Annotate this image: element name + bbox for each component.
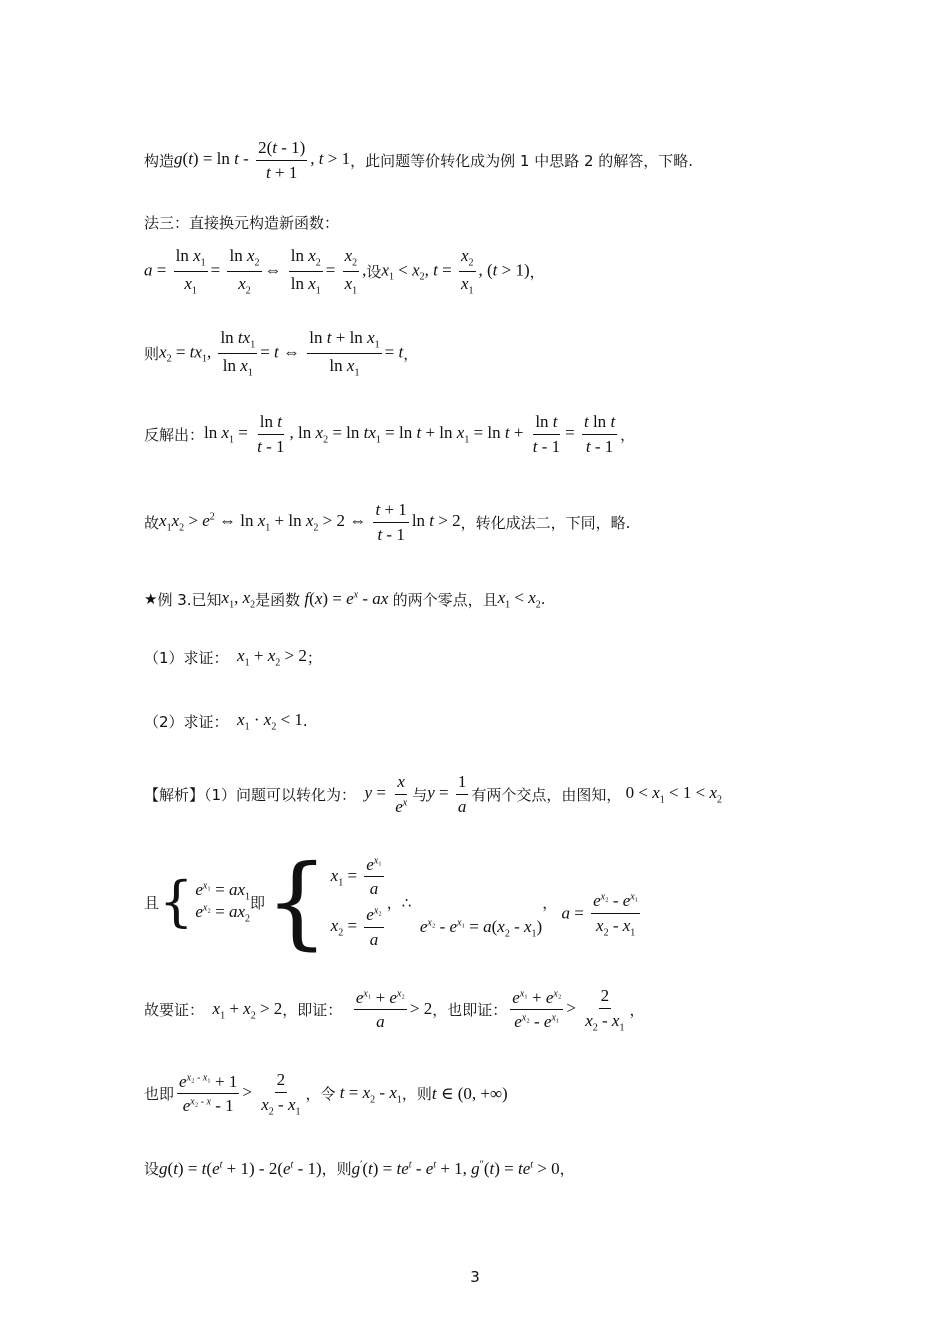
formula-t-def: $x_1 < x_2$, t = $\frac{x_2}{x_1}$ , (t > 1) — [381, 246, 530, 297]
text-and-2: 且 — [144, 893, 160, 912]
system-1: $e^{x_1} = ax_1$ $e^{x_2} = ax_2$ — [195, 879, 251, 925]
text-prove-2: （2）求证： — [144, 712, 229, 731]
punct: ， — [403, 344, 419, 363]
text-then: 则 — [144, 344, 160, 363]
formula-t-eq: $t = x_2 - x_1$ — [339, 1082, 402, 1105]
line-then — [144, 328, 418, 379]
formula-exp-sum-a: $\frac{e^{x_1} + e^{x_2}}{a}$ > 2 — [355, 987, 433, 1032]
solution-line-2 — [144, 843, 643, 960]
method-3-label: 法三：直接换元构造新函数： — [144, 214, 340, 232]
formula-y-1-a: y = $\frac{1}{a}$ — [427, 772, 467, 816]
formula-f-x: $f(x) = e^x$ - ax — [304, 589, 389, 609]
formula-exp-diff-ratio: $\frac{e^{x_2 - x_1} + 1}{e^{x_2 - x} - 1}$ > $\frac{2}{x_2 - x_1}$ — [179, 1070, 301, 1117]
text-reduce: ，转化成法二，下同，略. — [460, 513, 631, 532]
line-therefore — [144, 500, 630, 544]
text-let-3: 设 — [144, 1160, 160, 1178]
text-two-intersections: 有两个交点，由图知， — [471, 785, 622, 804]
formula-sum-gt-2-b: $x_1 + x_2 > 2$ — [212, 998, 283, 1021]
formula-x1-lt-x2: $x_1 < x_2$ — [497, 588, 541, 611]
text-then-3: ，则 — [321, 1160, 352, 1178]
formula-x1-x2: $x_1$, $x_2$ — [221, 588, 256, 611]
star-icon: ★ — [144, 590, 158, 609]
punct: ， — [559, 1160, 575, 1178]
text-analysis: 【解析】（1）问题可以转化为： — [144, 785, 357, 804]
heading-method-3 — [144, 212, 339, 233]
formula-diff: $e^{x_2} - e^{x_1} = a(x_2 - x_1)$ — [419, 916, 543, 940]
punct: ， — [620, 425, 636, 444]
text-prove-1: （1）求证： — [144, 648, 229, 667]
formula-ln-x1: $\ln x_1$ = $\frac{\text{ln t}}{t - 1}$ , $\ln x_2 = \ln tx_1 = \ln t + \ln x_1 = \ln t$ + $\frac{\text{ln t}}{t - 1}$ = $\frac{\text{t ln t}}{t - 1}$ — [204, 412, 616, 456]
text-i-e-prove: ，即证： — [282, 1001, 343, 1020]
formula-g-t: g(t) = ln t - $\frac{2(t - 1)}{t + 1}$ , t > 1 — [174, 138, 351, 182]
formula-t-range: t ∈ (0, +∞) — [431, 1083, 508, 1103]
formula-a-ratio: a = $\frac{\ln x_1}{x_1}$ = $\frac{\ln x_2}{x_2}$ ⇔ $\frac{\ln x_2}{\ln x_1}$ = $\frac{x_2}{x_1}$ , — [144, 246, 367, 297]
brace-icon: { — [265, 843, 329, 960]
text-also: 也即 — [144, 1085, 175, 1104]
text-therefore: 故 — [144, 513, 160, 532]
line-construct-g — [144, 138, 693, 182]
system-2: $x_1$ = $\frac{e^{x_1}}{a}$ $x_2$ = $\frac{e^{x_2}}{a}$ — [330, 854, 382, 949]
text-construct-rest: ，此问题等价转化成为例 1 中思路 2 的解答，下略. — [350, 151, 694, 170]
formula-exp-ratio: $\frac{e^{x_1} + e^{x_2}}{e^{x_2} - e^{x_1}}$ > $\frac{2}{x_2 - x_1}$ — [512, 986, 625, 1033]
formula-x2-tx1: $x_2 = tx_1$, $\frac{\ln tx_1}{\ln x_1}$ = t ⇔ $\frac{\ln t + \ln x_1}{\ln x_1}$ = t — [159, 328, 404, 379]
brace-icon: { — [159, 870, 194, 933]
solution-line-4 — [144, 1070, 508, 1117]
text-is-function: 是函数 — [255, 590, 301, 609]
text-example-3: 例 3.已知 — [157, 590, 222, 609]
punct: ， — [542, 893, 558, 912]
text-i-e: 即 — [250, 893, 266, 912]
punct: . — [540, 590, 546, 609]
text-then-2: ，则 — [401, 1085, 432, 1104]
punct: ， — [529, 262, 545, 281]
formula-g-derivs: $g'(t) = te^t - e^t + 1$, $g''(t) = te^t > 0$ — [351, 1158, 560, 1178]
text-hence: ，∴ — [386, 893, 412, 912]
text-let: 设 — [366, 262, 382, 281]
text-solve: 反解出： — [144, 425, 205, 444]
formula-sum-gt-2: $x_1 + x_2 > 2$ — [237, 646, 307, 669]
solution-line-1 — [144, 772, 722, 816]
text-let-2: ，令 — [305, 1085, 336, 1104]
part-2 — [144, 710, 308, 732]
part-1 — [144, 646, 322, 668]
line-substitution — [144, 246, 545, 297]
formula-g-def: $g(t) = t(e^t + 1) - 2(e^t - 1)$ — [159, 1158, 322, 1178]
example-3-statement — [144, 588, 546, 610]
text-two-zeros: 的两个零点，且 — [392, 590, 498, 609]
page-number: 3 — [470, 1268, 480, 1286]
line-solve — [144, 412, 635, 456]
formula-order: $0 < x_1 < 1 < x_2$ — [621, 782, 722, 806]
text-to-prove: 故要证： — [144, 1001, 205, 1020]
solution-line-5 — [144, 1158, 575, 1179]
formula-product: $x_1x_2 > e^2$ ⇔ $\ln x_1 + \ln x_2 > 2$ ⇔ $\frac{t + 1}{t - 1}$ ln t > 2 — [159, 500, 461, 544]
solution-line-3 — [144, 986, 644, 1033]
formula-a-diff: a = $\frac{e^{x_2} - e^{x_1}}{x_2 - x_1}$ — [561, 891, 639, 939]
punct: . — [302, 712, 308, 731]
text-also-prove: ，也即证： — [432, 1001, 508, 1020]
text-and: 与 — [412, 785, 428, 804]
formula-y-x-ex: y = $\frac{x}{e^x}$ — [364, 772, 408, 816]
formula-product-lt-1: $x_1 \cdot x_2 < 1$ — [237, 710, 303, 733]
text-construct: 构造 — [144, 151, 175, 170]
punct: ； — [306, 648, 322, 667]
punct: ， — [629, 1001, 645, 1020]
